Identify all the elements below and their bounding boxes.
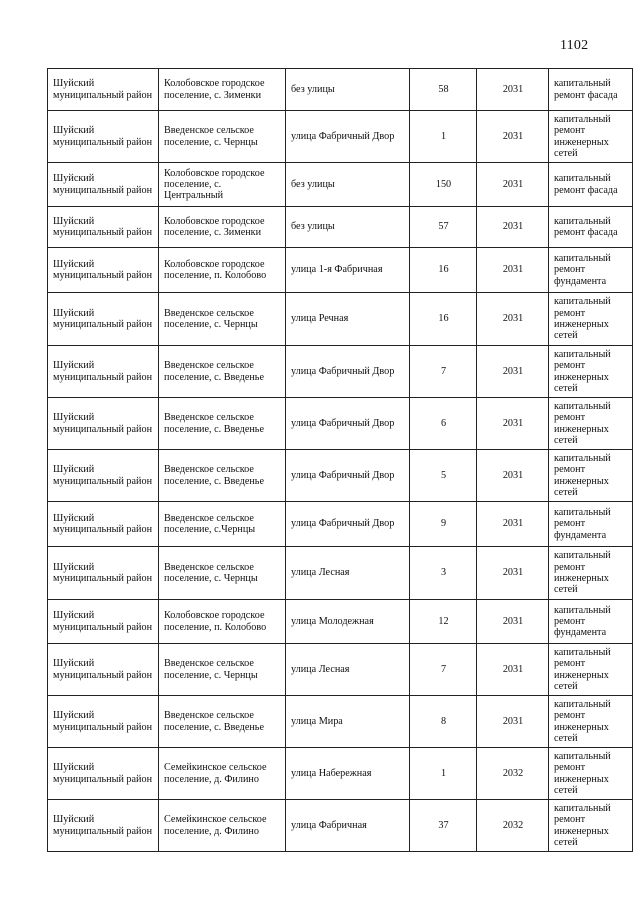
table-row xyxy=(48,502,633,547)
house-number-cell: 57 xyxy=(410,207,477,248)
street-cell: улица Фабричный Двор xyxy=(286,450,410,502)
district-cell: Шуйский муниципальный район xyxy=(48,644,159,696)
house-number-cell: 7 xyxy=(410,346,477,398)
settlement-cell: Колобовское городское поселение, с. Центральный xyxy=(159,163,286,207)
district-cell: Шуйский муниципальный район xyxy=(48,600,159,644)
table-row xyxy=(48,600,633,644)
table-row xyxy=(48,248,633,293)
house-number-cell: 1 xyxy=(410,111,477,163)
street-cell: улица Фабричный Двор xyxy=(286,111,410,163)
house-number-cell: 16 xyxy=(410,293,477,346)
street-cell: улица Лесная xyxy=(286,644,410,696)
district-cell: Шуйский муниципальный район xyxy=(48,69,159,111)
street-cell: улица Речная xyxy=(286,293,410,346)
settlement-cell: Введенское сельское поселение, с. Чернцы xyxy=(159,547,286,600)
street-cell: без улицы xyxy=(286,163,410,207)
work-type-cell: капитальный ремонт инженерных сетей xyxy=(549,346,633,398)
housing-repair-table xyxy=(47,68,633,852)
street-cell: улица Мира xyxy=(286,696,410,748)
district-cell: Шуйский муниципальный район xyxy=(48,248,159,293)
table-row xyxy=(48,547,633,600)
house-number-cell: 1 xyxy=(410,748,477,800)
table-row xyxy=(48,111,633,163)
table-row xyxy=(48,450,633,502)
work-type-cell: капитальный ремонт фасада xyxy=(549,69,633,111)
settlement-cell: Введенское сельское поселение, с. Введенье xyxy=(159,450,286,502)
house-number-cell: 3 xyxy=(410,547,477,600)
house-number-cell: 8 xyxy=(410,696,477,748)
work-type-cell: капитальный ремонт фундамента xyxy=(549,600,633,644)
year-cell: 2031 xyxy=(477,207,549,248)
district-cell: Шуйский муниципальный район xyxy=(48,696,159,748)
street-cell: без улицы xyxy=(286,69,410,111)
settlement-cell: Введенское сельское поселение, с. Введенье xyxy=(159,696,286,748)
district-cell: Шуйский муниципальный район xyxy=(48,502,159,547)
table-row xyxy=(48,293,633,346)
work-type-cell: капитальный ремонт инженерных сетей xyxy=(549,111,633,163)
settlement-cell: Колобовское городское поселение, п. Колобово xyxy=(159,248,286,293)
table-row xyxy=(48,398,633,450)
settlement-cell: Введенское сельское поселение, с. Чернцы xyxy=(159,644,286,696)
street-cell: улица Фабричный Двор xyxy=(286,502,410,547)
house-number-cell: 12 xyxy=(410,600,477,644)
work-type-cell: капитальный ремонт фасада xyxy=(549,163,633,207)
house-number-cell: 6 xyxy=(410,398,477,450)
settlement-cell: Колобовское городское поселение, с. Зименки xyxy=(159,207,286,248)
street-cell: улица Молодежная xyxy=(286,600,410,644)
house-number-cell: 5 xyxy=(410,450,477,502)
year-cell: 2031 xyxy=(477,644,549,696)
district-cell: Шуйский муниципальный район xyxy=(48,800,159,852)
house-number-cell: 16 xyxy=(410,248,477,293)
year-cell: 2031 xyxy=(477,346,549,398)
district-cell: Шуйский муниципальный район xyxy=(48,163,159,207)
table-row xyxy=(48,346,633,398)
district-cell: Шуйский муниципальный район xyxy=(48,293,159,346)
year-cell: 2032 xyxy=(477,748,549,800)
work-type-cell: капитальный ремонт инженерных сетей xyxy=(549,800,633,852)
table-row xyxy=(48,207,633,248)
year-cell: 2031 xyxy=(477,248,549,293)
house-number-cell: 37 xyxy=(410,800,477,852)
page-number: 1102 xyxy=(560,38,589,53)
year-cell: 2031 xyxy=(477,69,549,111)
work-type-cell: капитальный ремонт инженерных сетей xyxy=(549,450,633,502)
table-row xyxy=(48,644,633,696)
settlement-cell: Введенское сельское поселение, с. Введенье xyxy=(159,346,286,398)
settlement-cell: Введенское сельское поселение, с. Введенье xyxy=(159,398,286,450)
table-row xyxy=(48,69,633,111)
district-cell: Шуйский муниципальный район xyxy=(48,346,159,398)
district-cell: Шуйский муниципальный район xyxy=(48,748,159,800)
street-cell: улица Фабричный Двор xyxy=(286,398,410,450)
district-cell: Шуйский муниципальный район xyxy=(48,547,159,600)
settlement-cell: Колобовское городское поселение, с. Зименки xyxy=(159,69,286,111)
table-row xyxy=(48,163,633,207)
work-type-cell: капитальный ремонт инженерных сетей xyxy=(549,748,633,800)
year-cell: 2031 xyxy=(477,398,549,450)
year-cell: 2031 xyxy=(477,293,549,346)
street-cell: улица Набережная xyxy=(286,748,410,800)
settlement-cell: Семейкинское сельское поселение, д. Филино xyxy=(159,800,286,852)
street-cell: улица Фабричный Двор xyxy=(286,346,410,398)
house-number-cell: 9 xyxy=(410,502,477,547)
street-cell: улица 1-я Фабричная xyxy=(286,248,410,293)
year-cell: 2031 xyxy=(477,163,549,207)
work-type-cell: капитальный ремонт инженерных сетей xyxy=(549,696,633,748)
work-type-cell: капитальный ремонт фундамента xyxy=(549,248,633,293)
street-cell: без улицы xyxy=(286,207,410,248)
work-type-cell: капитальный ремонт фасада xyxy=(549,207,633,248)
settlement-cell: Колобовское городское поселение, п. Колобово xyxy=(159,600,286,644)
year-cell: 2032 xyxy=(477,800,549,852)
district-cell: Шуйский муниципальный район xyxy=(48,111,159,163)
work-type-cell: капитальный ремонт инженерных сетей xyxy=(549,644,633,696)
district-cell: Шуйский муниципальный район xyxy=(48,450,159,502)
year-cell: 2031 xyxy=(477,547,549,600)
year-cell: 2031 xyxy=(477,111,549,163)
house-number-cell: 58 xyxy=(410,69,477,111)
work-type-cell: капитальный ремонт инженерных сетей xyxy=(549,547,633,600)
street-cell: улица Лесная xyxy=(286,547,410,600)
house-number-cell: 150 xyxy=(410,163,477,207)
work-type-cell: капитальный ремонт инженерных сетей xyxy=(549,398,633,450)
district-cell: Шуйский муниципальный район xyxy=(48,207,159,248)
work-type-cell: капитальный ремонт инженерных сетей xyxy=(549,293,633,346)
table-row xyxy=(48,800,633,852)
work-type-cell: капитальный ремонт фундамента xyxy=(549,502,633,547)
year-cell: 2031 xyxy=(477,502,549,547)
table-row xyxy=(48,696,633,748)
year-cell: 2031 xyxy=(477,696,549,748)
district-cell: Шуйский муниципальный район xyxy=(48,398,159,450)
settlement-cell: Введенское сельское поселение, с.Чернцы xyxy=(159,502,286,547)
year-cell: 2031 xyxy=(477,600,549,644)
table-row xyxy=(48,748,633,800)
settlement-cell: Введенское сельское поселение, с. Чернцы xyxy=(159,111,286,163)
street-cell: улица Фабричная xyxy=(286,800,410,852)
year-cell: 2031 xyxy=(477,450,549,502)
settlement-cell: Введенское сельское поселение, с. Чернцы xyxy=(159,293,286,346)
settlement-cell: Семейкинское сельское поселение, д. Филино xyxy=(159,748,286,800)
house-number-cell: 7 xyxy=(410,644,477,696)
